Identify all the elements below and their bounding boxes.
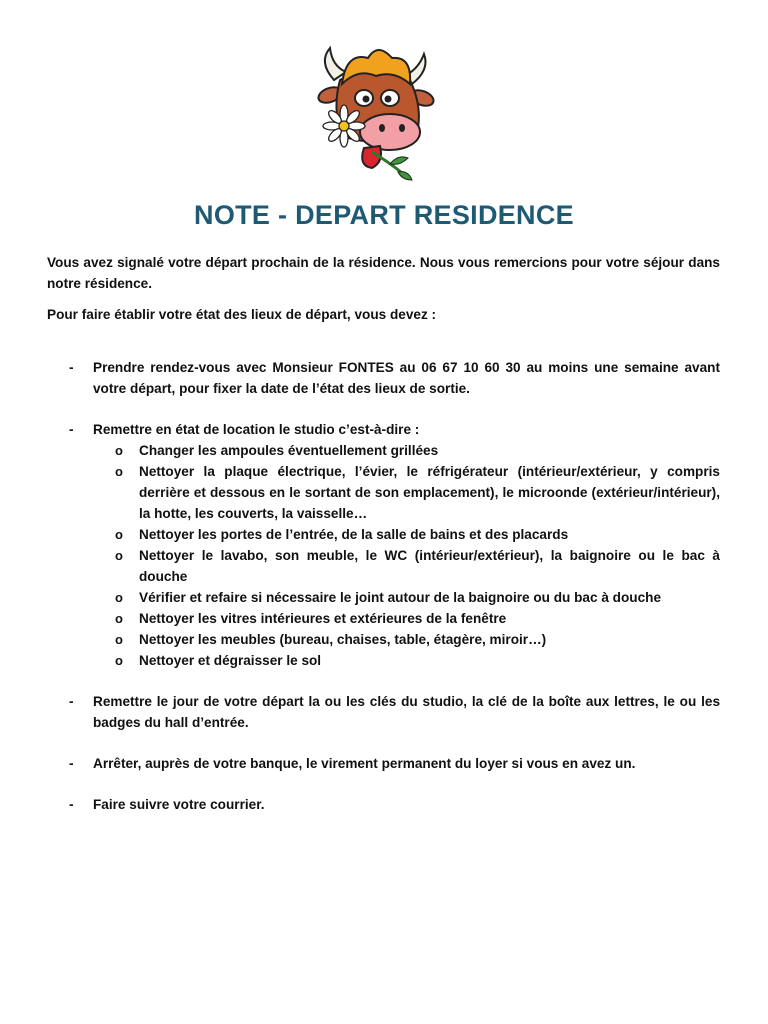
o-bullet: o	[115, 443, 123, 458]
list-item-text: Remettre en état de location le studio c’est-à-dire :	[93, 422, 420, 437]
dash-marker: -	[69, 694, 74, 709]
sublist-item-text: Vérifier et refaire si nécessaire le joint autour de la baignoire ou du bac à douche	[139, 590, 662, 605]
instruction-list	[47, 357, 720, 815]
sublist-item	[93, 608, 720, 629]
list-item-text: Faire suivre votre courrier.	[93, 797, 265, 812]
sublist-item-text: Nettoyer la plaque électrique, l’évier, le réfrigérateur (intérieur/extérieur, y compris derrière et dessous en le sortant de son emplacement), le microonde (extérieur/intérieur), la hotte, les couverts, la vaisselle…	[139, 464, 720, 521]
list-item-text: Arrêter, auprès de votre banque, le virement permanent du loyer si vous en avez un.	[93, 756, 636, 771]
sublist-item	[93, 629, 720, 650]
list-item	[47, 794, 720, 815]
o-bullet: o	[115, 611, 123, 626]
sublist-item	[93, 524, 720, 545]
o-bullet: o	[115, 548, 123, 563]
sublist-item-text: Nettoyer et dégraisser le sol	[139, 653, 322, 668]
list-item	[47, 357, 720, 399]
list-item	[47, 753, 720, 774]
sublist-item	[93, 587, 720, 608]
intro-paragraph: Vous avez signalé votre départ prochain de la résidence. Nous vous remercions pour votre séjour dans notre résidence.	[47, 255, 720, 291]
sublist-item-text: Nettoyer les meubles (bureau, chaises, table, étagère, miroir…)	[139, 632, 547, 647]
dash-marker: -	[69, 797, 74, 812]
o-bullet: o	[115, 653, 123, 668]
dash-marker: -	[69, 422, 74, 437]
sublist-item-text: Nettoyer les vitres intérieures et extérieures de la fenêtre	[139, 611, 507, 626]
page-title: NOTE - DEPART RESIDENCE	[194, 200, 574, 230]
cleaning-sublist	[93, 440, 720, 671]
o-bullet: o	[115, 464, 123, 479]
o-bullet: o	[115, 527, 123, 542]
list-item	[47, 419, 720, 671]
sublist-item-text: Nettoyer le lavabo, son meuble, le WC (intérieur/extérieur), la baignoire ou le bac à douche	[139, 548, 720, 584]
sublist-item	[93, 440, 720, 461]
cow-mascot-logo	[312, 40, 442, 185]
sublist-item	[93, 461, 720, 524]
o-bullet: o	[115, 590, 123, 605]
dash-marker: -	[69, 360, 74, 375]
list-item-text: Prendre rendez-vous avec Monsieur FONTES au 06 67 10 60 30 au moins une semaine avant votre départ, pour fixer la date de l’état des lieux de sortie.	[93, 360, 720, 396]
sublist-item-text: Nettoyer les portes de l’entrée, de la salle de bains et des placards	[139, 527, 569, 542]
sublist-item	[93, 545, 720, 587]
o-bullet: o	[115, 632, 123, 647]
sublist-item	[93, 650, 720, 671]
list-item	[47, 691, 720, 733]
list-item-text: Remettre le jour de votre départ la ou les clés du studio, la clé de la boîte aux lettres, le ou les badges du hall d’entrée.	[93, 694, 720, 730]
sublist-item-text: Changer les ampoules éventuellement grillées	[139, 443, 439, 458]
dash-marker: -	[69, 756, 74, 771]
lead-paragraph: Pour faire établir votre état des lieux de départ, vous devez :	[47, 307, 437, 322]
